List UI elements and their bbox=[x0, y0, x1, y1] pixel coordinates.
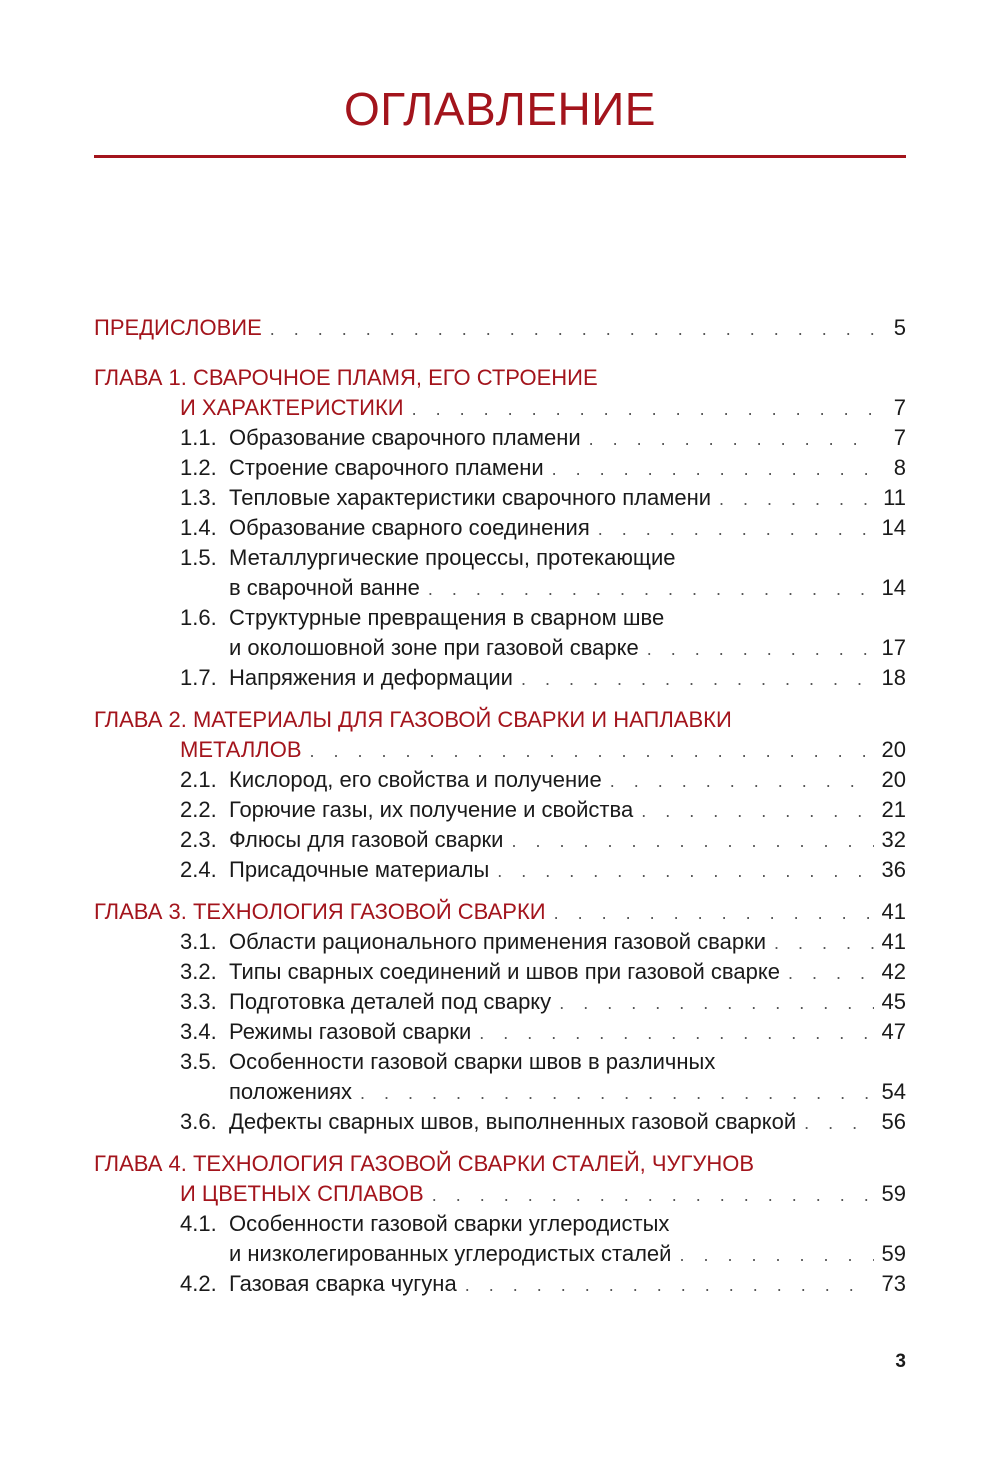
toc-page: 41 bbox=[881, 899, 906, 924]
leader-dots bbox=[774, 928, 874, 958]
leader-dots bbox=[497, 856, 874, 886]
section-number: 3.2. bbox=[180, 959, 217, 984]
toc-page: 20 bbox=[881, 737, 906, 762]
section-number: 2.2. bbox=[180, 797, 217, 822]
toc-label: Особенности газовой сварки углеродистых bbox=[229, 1211, 670, 1236]
toc-label: Кислород, его свойства и получение bbox=[229, 767, 602, 792]
leader-dots bbox=[465, 1270, 874, 1300]
toc-section-3-5-line1[interactable] bbox=[94, 1047, 906, 1077]
toc-label: Режимы газовой сварки bbox=[229, 1019, 472, 1044]
toc-section-2-1[interactable] bbox=[94, 765, 906, 795]
toc-section-4-1-line1[interactable] bbox=[94, 1209, 906, 1239]
toc-section-3-2[interactable] bbox=[94, 957, 906, 987]
toc-chapter-4[interactable] bbox=[94, 1179, 906, 1209]
section-number: 3.4. bbox=[180, 1019, 217, 1044]
toc-chapter-2-line1[interactable]: ГЛАВА 2. МАТЕРИАЛЫ ДЛЯ ГАЗОВОЙ СВАРКИ И НАПЛАВКИ bbox=[94, 707, 732, 732]
section-number: 1.5. bbox=[180, 545, 217, 570]
leader-dots bbox=[511, 826, 874, 856]
toc-section-1-3[interactable] bbox=[94, 483, 906, 513]
toc-page: 17 bbox=[881, 635, 906, 660]
section-number: 1.3. bbox=[180, 485, 217, 510]
toc-page: 20 bbox=[881, 767, 906, 792]
toc-label: положениях bbox=[229, 1079, 353, 1104]
toc-page: 21 bbox=[881, 797, 906, 822]
toc-page: 11 bbox=[883, 485, 906, 510]
leader-dots bbox=[719, 484, 874, 514]
section-number: 2.3. bbox=[180, 827, 217, 852]
leader-dots bbox=[804, 1108, 874, 1138]
toc-section-3-6[interactable] bbox=[94, 1107, 906, 1137]
leader-dots bbox=[554, 898, 874, 928]
section-number: 3.3. bbox=[180, 989, 217, 1014]
toc-page: 32 bbox=[881, 827, 906, 852]
title-rule bbox=[94, 155, 906, 158]
leader-dots bbox=[589, 424, 874, 454]
toc-section-2-4[interactable] bbox=[94, 855, 906, 885]
toc-label: Горючие газы, их получение и свойства bbox=[229, 797, 634, 822]
toc-page: 14 bbox=[881, 515, 906, 540]
leader-dots bbox=[270, 314, 874, 344]
leader-dots bbox=[647, 634, 874, 664]
toc-label: ГЛАВА 3. ТЕХНОЛОГИЯ ГАЗОВОЙ СВАРКИ bbox=[94, 899, 546, 924]
leader-dots bbox=[552, 454, 874, 484]
leader-dots bbox=[679, 1240, 874, 1270]
toc-page: 56 bbox=[881, 1109, 906, 1134]
toc-entry-preface[interactable] bbox=[94, 313, 906, 343]
toc-section-4-2[interactable] bbox=[94, 1269, 906, 1299]
toc-label: Строение сварочного пламени bbox=[229, 455, 544, 480]
section-number: 3.5. bbox=[180, 1049, 217, 1074]
toc-section-1-5-line1[interactable] bbox=[94, 543, 906, 573]
toc-label: Напряжения и деформации bbox=[229, 665, 513, 690]
toc-label: Особенности газовой сварки швов в различных bbox=[229, 1049, 716, 1074]
toc-page: 45 bbox=[881, 989, 906, 1014]
leader-dots bbox=[412, 394, 874, 424]
table-of-contents bbox=[94, 313, 906, 1299]
toc-page: 47 bbox=[881, 1019, 906, 1044]
toc-label: Присадочные материалы bbox=[229, 857, 490, 882]
toc-chapter-2[interactable] bbox=[94, 735, 906, 765]
toc-label: Газовая сварка чугуна bbox=[229, 1271, 457, 1296]
toc-label: ПРЕДИСЛОВИЕ bbox=[94, 315, 262, 340]
toc-page: 14 bbox=[881, 575, 906, 600]
toc-label: Области рационального применения газовой сварки bbox=[229, 929, 766, 954]
section-number: 3.1. bbox=[180, 929, 217, 954]
toc-chapter-1[interactable] bbox=[94, 393, 906, 423]
leader-dots bbox=[360, 1078, 874, 1108]
leader-dots bbox=[521, 664, 874, 694]
toc-section-1-6[interactable] bbox=[94, 633, 906, 663]
section-number: 4.1. bbox=[180, 1211, 217, 1236]
toc-label: Типы сварных соединений и швов при газовой сварке bbox=[229, 959, 780, 984]
toc-section-3-1[interactable] bbox=[94, 927, 906, 957]
toc-page: 41 bbox=[881, 929, 906, 954]
toc-label: Тепловые характеристики сварочного пламени bbox=[229, 485, 712, 510]
section-number: 2.4. bbox=[180, 857, 217, 882]
toc-page: 42 bbox=[881, 959, 906, 984]
section-number: 2.1. bbox=[180, 767, 217, 792]
toc-page: 18 bbox=[881, 665, 906, 690]
toc-label: и низколегированных углеродистых сталей bbox=[229, 1241, 672, 1266]
toc-label: Металлургические процессы, протекающие bbox=[229, 545, 676, 570]
toc-label: и околошовной зоне при газовой сварке bbox=[229, 635, 639, 660]
toc-label: МЕТАЛЛОВ bbox=[180, 737, 302, 762]
section-number: 4.2. bbox=[180, 1271, 217, 1296]
leader-dots bbox=[432, 1180, 874, 1210]
toc-label: Образование сварного соединения bbox=[229, 515, 590, 540]
section-number: 1.7. bbox=[180, 665, 217, 690]
leader-dots bbox=[610, 766, 874, 796]
toc-section-2-2[interactable] bbox=[94, 795, 906, 825]
toc-page: 7 bbox=[893, 425, 906, 450]
toc-label: Образование сварочного пламени bbox=[229, 425, 581, 450]
toc-label: Флюсы для газовой сварки bbox=[229, 827, 504, 852]
toc-section-3-3[interactable] bbox=[94, 987, 906, 1017]
leader-dots bbox=[598, 514, 874, 544]
toc-label: И ХАРАКТЕРИСТИКИ bbox=[180, 395, 404, 420]
toc-section-4-1[interactable] bbox=[94, 1239, 906, 1269]
toc-page: 8 bbox=[893, 455, 906, 480]
toc-page: 54 bbox=[881, 1079, 906, 1104]
toc-chapter-4-line1[interactable]: ГЛАВА 4. ТЕХНОЛОГИЯ ГАЗОВОЙ СВАРКИ СТАЛЕЙ, ЧУГУНОВ bbox=[94, 1151, 755, 1176]
leader-dots bbox=[310, 736, 874, 766]
toc-chapter-3[interactable] bbox=[94, 897, 906, 927]
leader-dots bbox=[559, 988, 874, 1018]
leader-dots bbox=[788, 958, 874, 988]
toc-chapter-1-line1[interactable]: ГЛАВА 1. СВАРОЧНОЕ ПЛАМЯ, ЕГО СТРОЕНИЕ bbox=[94, 365, 598, 390]
toc-section-1-4[interactable] bbox=[94, 513, 906, 543]
toc-section-1-2[interactable] bbox=[94, 453, 906, 483]
leader-dots bbox=[479, 1018, 874, 1048]
toc-page: 73 bbox=[881, 1271, 906, 1296]
leader-dots bbox=[641, 796, 874, 826]
toc-section-2-3[interactable] bbox=[94, 825, 906, 855]
toc-label: Структурные превращения в сварном шве bbox=[229, 605, 665, 630]
leader-dots bbox=[428, 574, 874, 604]
section-number: 1.1. bbox=[180, 425, 217, 450]
page-title: ОГЛАВЛЕНИЕ bbox=[344, 83, 656, 135]
page-number: 3 bbox=[895, 1351, 906, 1372]
toc-page: 59 bbox=[881, 1241, 906, 1266]
toc-label: И ЦВЕТНЫХ СПЛАВОВ bbox=[180, 1181, 424, 1206]
section-number: 1.2. bbox=[180, 455, 217, 480]
toc-page: 5 bbox=[893, 315, 906, 340]
toc-section-1-7[interactable] bbox=[94, 663, 906, 693]
toc-section-1-5[interactable] bbox=[94, 573, 906, 603]
toc-section-1-1[interactable] bbox=[94, 423, 906, 453]
toc-section-1-6-line1[interactable] bbox=[94, 603, 906, 633]
toc-page: 36 bbox=[881, 857, 906, 882]
toc-section-3-4[interactable] bbox=[94, 1017, 906, 1047]
toc-label: Подготовка деталей под сварку bbox=[229, 989, 552, 1014]
section-number: 1.6. bbox=[180, 605, 217, 630]
toc-label: в сварочной ванне bbox=[229, 575, 420, 600]
section-number: 1.4. bbox=[180, 515, 217, 540]
toc-section-3-5[interactable] bbox=[94, 1077, 906, 1107]
toc-page: 59 bbox=[881, 1181, 906, 1206]
toc-label: Дефекты сварных швов, выполненных газовой сваркой bbox=[229, 1109, 797, 1134]
section-number: 3.6. bbox=[180, 1109, 217, 1134]
toc-page: 7 bbox=[893, 395, 906, 420]
